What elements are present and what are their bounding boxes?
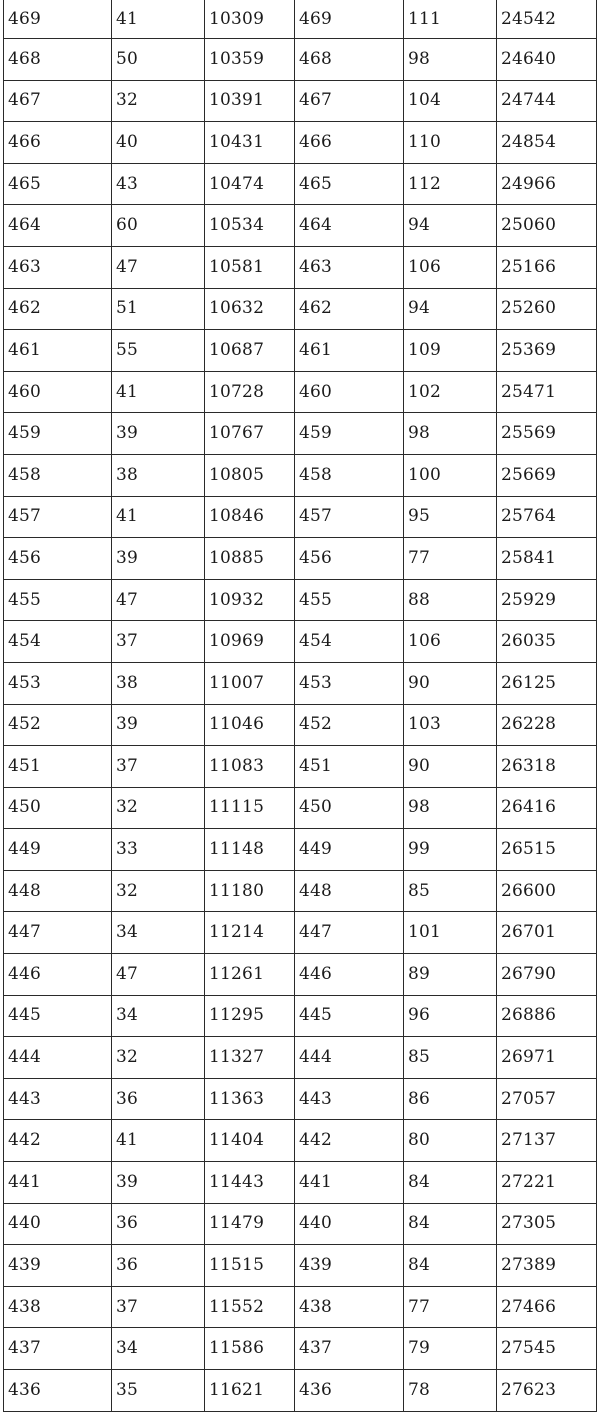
table-row bbox=[4, 1370, 597, 1412]
count-cell-right: 80 bbox=[404, 1120, 497, 1162]
cumulative-cell-right: 27389 bbox=[497, 1245, 597, 1287]
score-cell-right: 455 bbox=[295, 579, 404, 621]
score-cell-right: 454 bbox=[295, 621, 404, 663]
count-cell-right: 98 bbox=[404, 787, 497, 829]
count-cell-right: 98 bbox=[404, 39, 497, 81]
table-row bbox=[4, 1120, 597, 1162]
table-row bbox=[4, 205, 597, 247]
score-cell-right: 443 bbox=[295, 1078, 404, 1120]
table-row bbox=[4, 496, 597, 538]
score-cell-left: 467 bbox=[4, 80, 112, 122]
count-cell-left: 33 bbox=[112, 829, 205, 871]
count-cell-right: 101 bbox=[404, 912, 497, 954]
cumulative-cell-right: 25260 bbox=[497, 288, 597, 330]
score-cell-right: 446 bbox=[295, 954, 404, 996]
cumulative-cell-right: 26971 bbox=[497, 1037, 597, 1079]
count-cell-left: 51 bbox=[112, 288, 205, 330]
count-cell-right: 111 bbox=[404, 0, 497, 39]
cumulative-cell-right: 26515 bbox=[497, 829, 597, 871]
score-cell-right: 451 bbox=[295, 746, 404, 788]
score-cell-left: 436 bbox=[4, 1370, 112, 1412]
score-cell-right: 469 bbox=[295, 0, 404, 39]
score-cell-left: 447 bbox=[4, 912, 112, 954]
cumulative-cell-left: 11214 bbox=[205, 912, 295, 954]
score-cell-right: 457 bbox=[295, 496, 404, 538]
table-row bbox=[4, 662, 597, 704]
table-row bbox=[4, 1328, 597, 1370]
count-cell-right: 98 bbox=[404, 413, 497, 455]
count-cell-right: 88 bbox=[404, 579, 497, 621]
score-cell-right: 449 bbox=[295, 829, 404, 871]
table-row bbox=[4, 288, 597, 330]
score-cell-right: 464 bbox=[295, 205, 404, 247]
score-cell-left: 454 bbox=[4, 621, 112, 663]
cumulative-cell-right: 26600 bbox=[497, 870, 597, 912]
score-cell-right: 439 bbox=[295, 1245, 404, 1287]
count-cell-left: 32 bbox=[112, 1037, 205, 1079]
cumulative-cell-right: 25764 bbox=[497, 496, 597, 538]
score-cell-right: 437 bbox=[295, 1328, 404, 1370]
cumulative-cell-left: 10309 bbox=[205, 0, 295, 39]
cumulative-cell-left: 10885 bbox=[205, 538, 295, 580]
score-cell-left: 438 bbox=[4, 1286, 112, 1328]
count-cell-left: 47 bbox=[112, 954, 205, 996]
cumulative-cell-right: 26228 bbox=[497, 704, 597, 746]
score-cell-right: 442 bbox=[295, 1120, 404, 1162]
cumulative-cell-left: 11621 bbox=[205, 1370, 295, 1412]
cumulative-cell-right: 27623 bbox=[497, 1370, 597, 1412]
cumulative-cell-left: 11115 bbox=[205, 787, 295, 829]
score-cell-left: 451 bbox=[4, 746, 112, 788]
score-cell-left: 443 bbox=[4, 1078, 112, 1120]
cumulative-cell-left: 10431 bbox=[205, 122, 295, 164]
cumulative-cell-left: 11363 bbox=[205, 1078, 295, 1120]
score-cell-right: 460 bbox=[295, 371, 404, 413]
score-cell-right: 438 bbox=[295, 1286, 404, 1328]
count-cell-left: 37 bbox=[112, 1286, 205, 1328]
cumulative-cell-right: 27466 bbox=[497, 1286, 597, 1328]
table-row bbox=[4, 1286, 597, 1328]
cumulative-cell-right: 27545 bbox=[497, 1328, 597, 1370]
cumulative-cell-right: 25929 bbox=[497, 579, 597, 621]
score-cell-left: 463 bbox=[4, 246, 112, 288]
count-cell-right: 90 bbox=[404, 746, 497, 788]
count-cell-left: 39 bbox=[112, 704, 205, 746]
cumulative-cell-left: 11443 bbox=[205, 1162, 295, 1204]
score-cell-left: 460 bbox=[4, 371, 112, 413]
table-row bbox=[4, 621, 597, 663]
score-cell-right: 458 bbox=[295, 454, 404, 496]
count-cell-right: 77 bbox=[404, 538, 497, 580]
cumulative-cell-left: 11295 bbox=[205, 995, 295, 1037]
table-row bbox=[4, 704, 597, 746]
count-cell-left: 39 bbox=[112, 413, 205, 455]
cumulative-cell-left: 10391 bbox=[205, 80, 295, 122]
cumulative-cell-left: 10359 bbox=[205, 39, 295, 81]
cumulative-cell-right: 25669 bbox=[497, 454, 597, 496]
cumulative-cell-left: 11007 bbox=[205, 662, 295, 704]
score-cell-left: 437 bbox=[4, 1328, 112, 1370]
table-row bbox=[4, 246, 597, 288]
count-cell-left: 47 bbox=[112, 579, 205, 621]
score-cell-left: 466 bbox=[4, 122, 112, 164]
table-body bbox=[4, 0, 597, 1411]
score-cell-left: 440 bbox=[4, 1203, 112, 1245]
table-row bbox=[4, 454, 597, 496]
table-row bbox=[4, 1203, 597, 1245]
count-cell-left: 38 bbox=[112, 454, 205, 496]
count-cell-left: 41 bbox=[112, 496, 205, 538]
table-row bbox=[4, 870, 597, 912]
score-distribution-sheet bbox=[3, 0, 596, 1400]
table-row bbox=[4, 163, 597, 205]
cumulative-cell-right: 25841 bbox=[497, 538, 597, 580]
cumulative-cell-left: 11261 bbox=[205, 954, 295, 996]
score-cell-right: 468 bbox=[295, 39, 404, 81]
cumulative-cell-left: 10969 bbox=[205, 621, 295, 663]
score-cell-left: 442 bbox=[4, 1120, 112, 1162]
count-cell-left: 50 bbox=[112, 39, 205, 81]
count-cell-right: 89 bbox=[404, 954, 497, 996]
score-cell-left: 469 bbox=[4, 0, 112, 39]
score-cell-left: 445 bbox=[4, 995, 112, 1037]
score-cell-left: 453 bbox=[4, 662, 112, 704]
score-cell-right: 436 bbox=[295, 1370, 404, 1412]
count-cell-right: 104 bbox=[404, 80, 497, 122]
score-cell-right: 441 bbox=[295, 1162, 404, 1204]
cumulative-cell-left: 10846 bbox=[205, 496, 295, 538]
count-cell-right: 110 bbox=[404, 122, 497, 164]
cumulative-cell-right: 26790 bbox=[497, 954, 597, 996]
count-cell-right: 77 bbox=[404, 1286, 497, 1328]
cumulative-cell-left: 10728 bbox=[205, 371, 295, 413]
score-cell-left: 465 bbox=[4, 163, 112, 205]
table-row bbox=[4, 1162, 597, 1204]
count-cell-left: 39 bbox=[112, 1162, 205, 1204]
score-cell-right: 447 bbox=[295, 912, 404, 954]
count-cell-left: 55 bbox=[112, 330, 205, 372]
count-cell-left: 43 bbox=[112, 163, 205, 205]
count-cell-right: 84 bbox=[404, 1203, 497, 1245]
score-cell-left: 468 bbox=[4, 39, 112, 81]
score-cell-left: 448 bbox=[4, 870, 112, 912]
count-cell-left: 41 bbox=[112, 0, 205, 39]
cumulative-cell-right: 26125 bbox=[497, 662, 597, 704]
count-cell-left: 37 bbox=[112, 621, 205, 663]
count-cell-right: 103 bbox=[404, 704, 497, 746]
score-cell-right: 459 bbox=[295, 413, 404, 455]
cumulative-cell-right: 27221 bbox=[497, 1162, 597, 1204]
score-cell-left: 450 bbox=[4, 787, 112, 829]
score-cell-left: 444 bbox=[4, 1037, 112, 1079]
cumulative-cell-right: 25569 bbox=[497, 413, 597, 455]
score-cell-right: 440 bbox=[295, 1203, 404, 1245]
cumulative-cell-right: 26886 bbox=[497, 995, 597, 1037]
table-row bbox=[4, 912, 597, 954]
cumulative-cell-right: 24542 bbox=[497, 0, 597, 39]
score-cell-right: 453 bbox=[295, 662, 404, 704]
count-cell-right: 79 bbox=[404, 1328, 497, 1370]
cumulative-cell-right: 24854 bbox=[497, 122, 597, 164]
count-cell-left: 36 bbox=[112, 1203, 205, 1245]
table-row bbox=[4, 995, 597, 1037]
cumulative-cell-right: 26035 bbox=[497, 621, 597, 663]
cumulative-cell-left: 10534 bbox=[205, 205, 295, 247]
score-cell-right: 463 bbox=[295, 246, 404, 288]
count-cell-right: 94 bbox=[404, 205, 497, 247]
count-cell-right: 109 bbox=[404, 330, 497, 372]
count-cell-right: 112 bbox=[404, 163, 497, 205]
table-row bbox=[4, 122, 597, 164]
count-cell-right: 106 bbox=[404, 621, 497, 663]
score-cell-right: 450 bbox=[295, 787, 404, 829]
count-cell-left: 36 bbox=[112, 1078, 205, 1120]
count-cell-left: 36 bbox=[112, 1245, 205, 1287]
count-cell-left: 37 bbox=[112, 746, 205, 788]
cumulative-cell-right: 26318 bbox=[497, 746, 597, 788]
score-cell-right: 461 bbox=[295, 330, 404, 372]
cumulative-cell-left: 11515 bbox=[205, 1245, 295, 1287]
cumulative-cell-left: 10632 bbox=[205, 288, 295, 330]
cumulative-cell-left: 10932 bbox=[205, 579, 295, 621]
table-row bbox=[4, 746, 597, 788]
count-cell-left: 34 bbox=[112, 995, 205, 1037]
table-row bbox=[4, 330, 597, 372]
score-cell-left: 456 bbox=[4, 538, 112, 580]
cumulative-cell-right: 25166 bbox=[497, 246, 597, 288]
cumulative-cell-right: 27137 bbox=[497, 1120, 597, 1162]
count-cell-right: 90 bbox=[404, 662, 497, 704]
count-cell-left: 41 bbox=[112, 371, 205, 413]
score-cell-left: 441 bbox=[4, 1162, 112, 1204]
count-cell-right: 78 bbox=[404, 1370, 497, 1412]
cumulative-cell-left: 11327 bbox=[205, 1037, 295, 1079]
cumulative-cell-left: 11586 bbox=[205, 1328, 295, 1370]
count-cell-left: 41 bbox=[112, 1120, 205, 1162]
count-cell-left: 32 bbox=[112, 787, 205, 829]
score-cell-left: 455 bbox=[4, 579, 112, 621]
score-cell-left: 458 bbox=[4, 454, 112, 496]
cumulative-cell-left: 11479 bbox=[205, 1203, 295, 1245]
cumulative-cell-right: 27057 bbox=[497, 1078, 597, 1120]
score-cell-right: 462 bbox=[295, 288, 404, 330]
count-cell-left: 38 bbox=[112, 662, 205, 704]
count-cell-right: 94 bbox=[404, 288, 497, 330]
cumulative-cell-right: 24966 bbox=[497, 163, 597, 205]
score-cell-left: 452 bbox=[4, 704, 112, 746]
count-cell-right: 85 bbox=[404, 870, 497, 912]
cumulative-cell-left: 11180 bbox=[205, 870, 295, 912]
score-cell-left: 464 bbox=[4, 205, 112, 247]
table-row bbox=[4, 579, 597, 621]
count-cell-right: 96 bbox=[404, 995, 497, 1037]
count-cell-left: 32 bbox=[112, 80, 205, 122]
cumulative-cell-left: 10805 bbox=[205, 454, 295, 496]
cumulative-cell-left: 10581 bbox=[205, 246, 295, 288]
score-cell-right: 465 bbox=[295, 163, 404, 205]
score-cell-left: 439 bbox=[4, 1245, 112, 1287]
table-row bbox=[4, 1037, 597, 1079]
count-cell-left: 40 bbox=[112, 122, 205, 164]
table-row bbox=[4, 954, 597, 996]
score-cell-left: 462 bbox=[4, 288, 112, 330]
cumulative-cell-left: 10687 bbox=[205, 330, 295, 372]
table-row bbox=[4, 413, 597, 455]
cumulative-cell-right: 25471 bbox=[497, 371, 597, 413]
cumulative-cell-left: 10767 bbox=[205, 413, 295, 455]
count-cell-left: 47 bbox=[112, 246, 205, 288]
score-cell-left: 459 bbox=[4, 413, 112, 455]
count-cell-left: 34 bbox=[112, 912, 205, 954]
cumulative-cell-right: 25369 bbox=[497, 330, 597, 372]
table-row bbox=[4, 371, 597, 413]
count-cell-left: 35 bbox=[112, 1370, 205, 1412]
cumulative-cell-left: 11404 bbox=[205, 1120, 295, 1162]
cumulative-cell-right: 25060 bbox=[497, 205, 597, 247]
cumulative-cell-left: 11083 bbox=[205, 746, 295, 788]
count-cell-right: 95 bbox=[404, 496, 497, 538]
cumulative-cell-right: 26701 bbox=[497, 912, 597, 954]
cumulative-cell-left: 10474 bbox=[205, 163, 295, 205]
count-cell-right: 84 bbox=[404, 1162, 497, 1204]
table-row bbox=[4, 1245, 597, 1287]
score-cell-right: 467 bbox=[295, 80, 404, 122]
cumulative-cell-left: 11046 bbox=[205, 704, 295, 746]
count-cell-left: 39 bbox=[112, 538, 205, 580]
cumulative-cell-left: 11148 bbox=[205, 829, 295, 871]
count-cell-right: 84 bbox=[404, 1245, 497, 1287]
count-cell-right: 85 bbox=[404, 1037, 497, 1079]
score-cell-left: 449 bbox=[4, 829, 112, 871]
table-row bbox=[4, 538, 597, 580]
score-cell-right: 448 bbox=[295, 870, 404, 912]
count-cell-left: 34 bbox=[112, 1328, 205, 1370]
cumulative-cell-right: 24744 bbox=[497, 80, 597, 122]
cumulative-cell-left: 11552 bbox=[205, 1286, 295, 1328]
count-cell-right: 100 bbox=[404, 454, 497, 496]
score-cell-right: 445 bbox=[295, 995, 404, 1037]
cumulative-cell-right: 24640 bbox=[497, 39, 597, 81]
table-row bbox=[4, 39, 597, 81]
score-cell-right: 466 bbox=[295, 122, 404, 164]
table-row bbox=[4, 0, 597, 39]
count-cell-right: 99 bbox=[404, 829, 497, 871]
score-cell-right: 452 bbox=[295, 704, 404, 746]
cumulative-cell-right: 27305 bbox=[497, 1203, 597, 1245]
score-cell-right: 456 bbox=[295, 538, 404, 580]
score-cell-left: 461 bbox=[4, 330, 112, 372]
table-row bbox=[4, 1078, 597, 1120]
table-row bbox=[4, 787, 597, 829]
table-row bbox=[4, 80, 597, 122]
score-cell-left: 457 bbox=[4, 496, 112, 538]
count-cell-right: 102 bbox=[404, 371, 497, 413]
count-cell-left: 32 bbox=[112, 870, 205, 912]
score-cell-right: 444 bbox=[295, 1037, 404, 1079]
score-distribution-table bbox=[3, 0, 597, 1412]
count-cell-right: 86 bbox=[404, 1078, 497, 1120]
table-row bbox=[4, 829, 597, 871]
count-cell-right: 106 bbox=[404, 246, 497, 288]
score-cell-left: 446 bbox=[4, 954, 112, 996]
count-cell-left: 60 bbox=[112, 205, 205, 247]
cumulative-cell-right: 26416 bbox=[497, 787, 597, 829]
